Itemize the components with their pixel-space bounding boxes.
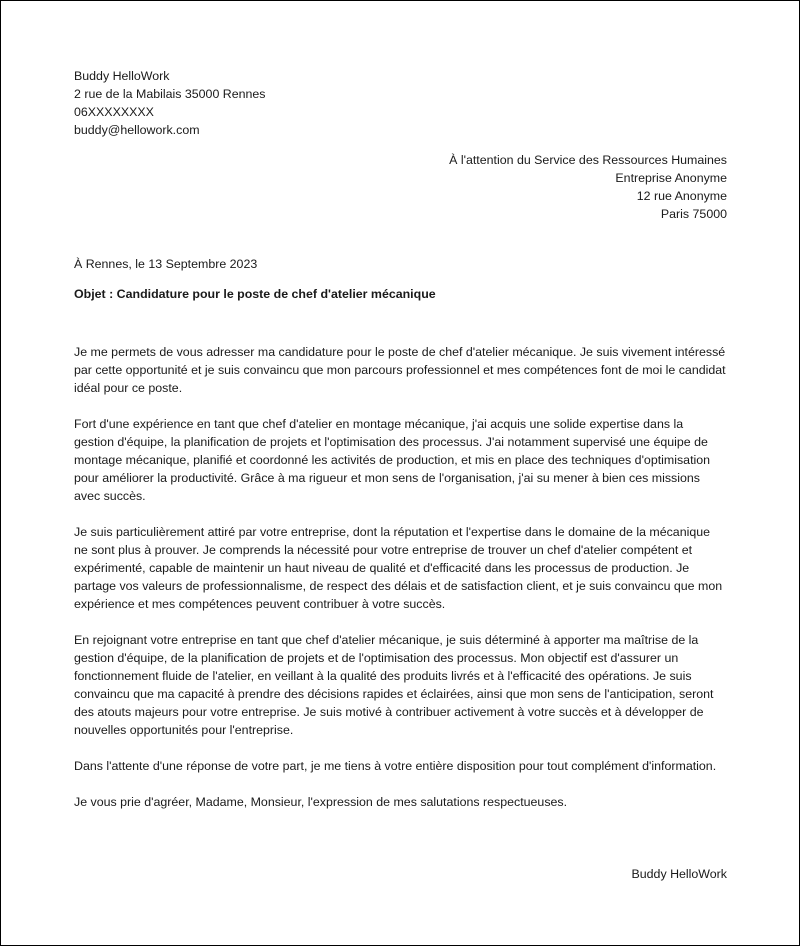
letter-date: À Rennes, le 13 Septembre 2023 <box>74 257 258 271</box>
body-paragraph: Je me permets de vous adresser ma candidature pour le poste de chef d'atelier mécanique. Je suis vivement intéressé par cette opportunité et je suis convaincu que mon parcours professionnel et mes compétences font de moi le candidat idéal pour ce poste. <box>74 345 726 395</box>
sender-email: buddy@hellowork.com <box>74 123 200 137</box>
recipient-attention: À l'attention du Service des Ressources Humaines <box>449 153 727 167</box>
sender-name: Buddy HelloWork <box>74 69 170 83</box>
sender-block <box>74 67 266 139</box>
body-paragraph: Fort d'une expérience en tant que chef d'atelier en montage mécanique, j'ai acquis une solide expertise dans la gestion d'équipe, la planification de projets et l'optimisation des processus. J'ai notamment supervisé une équipe de montage mécanique, planifié et coordonné les activités de production, et mis en place des techniques d'optimisation pour améliorer la productivité. Grâce à ma rigueur et mon sens de l'organisation, j'ai su mener à bien ces missions avec succès. <box>74 417 711 503</box>
letter-body <box>74 343 726 829</box>
body-paragraph: Dans l'attente d'une réponse de votre part, je me tiens à votre entière disposition pour tout complément d'information. <box>74 759 717 773</box>
closing-paragraph: Je vous prie d'agréer, Madame, Monsieur, l'expression de mes salutations respectueuses. <box>74 795 568 809</box>
recipient-street: 12 rue Anonyme <box>636 189 727 203</box>
body-paragraph: En rejoignant votre entreprise en tant que chef d'atelier mécanique, je suis déterminé à apporter ma maîtrise de la gestion d'équipe, de la planification de projets et de l'optimisation des processus. Mon objectif est d'assurer un fonctionnement fluide de l'atelier, en veillant à la qualité des produits livrés et à l'efficacité des opérations. Je suis convaincu que ma capacité à prendre des décisions rapides et éclairées, ainsi que mon sens de l'anticipation, seront des atouts majeurs pour votre entreprise. Je suis motivé à contribuer activement à votre succès et à développer de nouvelles opportunités pour l'entreprise. <box>74 633 714 737</box>
recipient-company: Entreprise Anonyme <box>615 171 727 185</box>
signature: Buddy HelloWork <box>631 867 727 881</box>
body-paragraph: Je suis particulièrement attiré par votre entreprise, dont la réputation et l'expertise dans le domaine de la mécanique ne sont plus à prouver. Je comprends la nécessité pour votre entreprise de trouver un chef d'atelier compétent et expérimenté, capable de maintenir un haut niveau de qualité et d'efficacité dans les processus de production. Je partage vos valeurs de professionnalisme, de respect des délais et de satisfaction client, et je suis convaincu que mon expérience et mes compétences peuvent contribuer à votre succès. <box>74 525 723 611</box>
recipient-block <box>449 151 727 223</box>
letter-subject: Objet : Candidature pour le poste de chef d'atelier mécanique <box>74 287 436 301</box>
sender-phone: 06XXXXXXXX <box>74 105 154 119</box>
recipient-city: Paris 75000 <box>660 207 727 221</box>
sender-address: 2 rue de la Mabilais 35000 Rennes <box>74 87 266 101</box>
